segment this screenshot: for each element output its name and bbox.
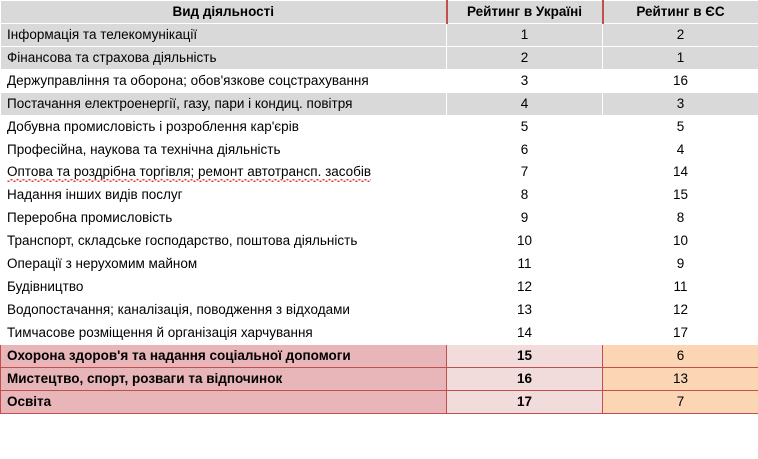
- cell-activity: Постачання електроенергії, газу, пари і кондиц. повітря: [1, 92, 447, 115]
- cell-rank-eu: 2: [603, 23, 758, 46]
- cell-rank-eu: 3: [603, 92, 758, 115]
- table-row: [1, 298, 758, 321]
- cell-rank-ua: 2: [447, 46, 603, 69]
- table-row: [1, 92, 758, 115]
- cell-rank-eu: 10: [603, 230, 758, 253]
- cell-rank-ua: 11: [447, 253, 603, 276]
- cell-rank-ua: 1: [447, 23, 603, 46]
- cell-rank-ua: 6: [447, 138, 603, 161]
- cell-activity: Добувна промисловість і розроблення кар'єрів: [1, 115, 447, 138]
- cell-rank-eu: 9: [603, 253, 758, 276]
- cell-rank-eu: 5: [603, 115, 758, 138]
- table-row: [1, 138, 758, 161]
- cell-rank-eu: 12: [603, 298, 758, 321]
- table-row-highlighted: [1, 344, 758, 367]
- cell-rank-eu: 11: [603, 276, 758, 299]
- cell-rank-ua: 14: [447, 321, 603, 344]
- table-body: [1, 23, 758, 413]
- cell-rank-ua: 13: [447, 298, 603, 321]
- cell-rank-eu: 4: [603, 138, 758, 161]
- cell-activity: Освіта: [1, 390, 447, 413]
- cell-rank-eu: 14: [603, 161, 758, 184]
- cell-activity: Переробна промисловість: [1, 207, 447, 230]
- cell-rank-ua: 15: [447, 344, 603, 367]
- column-header-rank-eu: Рейтинг в ЄС: [603, 1, 758, 24]
- table-row: [1, 276, 758, 299]
- table-row: [1, 184, 758, 207]
- cell-rank-ua: 10: [447, 230, 603, 253]
- cell-rank-ua: 9: [447, 207, 603, 230]
- table-row: [1, 161, 758, 184]
- table-header-row: [1, 1, 758, 24]
- cell-activity: [1, 161, 447, 184]
- cell-rank-eu: 7: [603, 390, 758, 413]
- cell-rank-ua: 17: [447, 390, 603, 413]
- cell-activity: Надання інших видів послуг: [1, 184, 447, 207]
- cell-rank-eu: 8: [603, 207, 758, 230]
- cell-activity: Професійна, наукова та технічна діяльність: [1, 138, 447, 161]
- cell-rank-eu: 17: [603, 321, 758, 344]
- table-row: [1, 69, 758, 92]
- table-row: [1, 23, 758, 46]
- cell-activity: Будівництво: [1, 276, 447, 299]
- cell-activity-text: Оптова та роздрібна торгівля; ремонт автотрансп. засобів: [7, 164, 372, 180]
- column-header-activity: Вид діяльності: [1, 1, 447, 24]
- cell-rank-eu: 6: [603, 344, 758, 367]
- cell-rank-ua: 5: [447, 115, 603, 138]
- cell-activity: Тимчасове розміщення й організація харчування: [1, 321, 447, 344]
- table-row: [1, 230, 758, 253]
- cell-rank-ua: 4: [447, 92, 603, 115]
- cell-rank-ua: 16: [447, 367, 603, 390]
- cell-rank-eu: 15: [603, 184, 758, 207]
- cell-activity: Держуправління та оборона; обов'язкове соцстрахування: [1, 69, 447, 92]
- table-row: [1, 46, 758, 69]
- cell-activity: Мистецтво, спорт, розваги та відпочинок: [1, 367, 447, 390]
- table-row: [1, 253, 758, 276]
- cell-activity: Водопостачання; каналізація, поводження з відходами: [1, 298, 447, 321]
- column-header-rank-ua: Рейтинг в Україні: [447, 1, 603, 24]
- table-row-highlighted: [1, 367, 758, 390]
- table-row: [1, 115, 758, 138]
- cell-activity: Операції з нерухомим майном: [1, 253, 447, 276]
- cell-rank-ua: 7: [447, 161, 603, 184]
- table-row: [1, 207, 758, 230]
- cell-rank-eu: 13: [603, 367, 758, 390]
- cell-rank-ua: 3: [447, 69, 603, 92]
- cell-activity: Транспорт, складське господарство, поштова діяльність: [1, 230, 447, 253]
- cell-rank-ua: 12: [447, 276, 603, 299]
- table-header: [1, 1, 758, 24]
- cell-activity: Охорона здоров'я та надання соціальної допомоги: [1, 344, 447, 367]
- cell-rank-eu: 16: [603, 69, 758, 92]
- cell-activity: Інформація та телекомунікації: [1, 23, 447, 46]
- table-row: [1, 321, 758, 344]
- cell-activity: Фінансова та страхова діяльність: [1, 46, 447, 69]
- table-row-highlighted: [1, 390, 758, 413]
- cell-rank-eu: 1: [603, 46, 758, 69]
- cell-rank-ua: 8: [447, 184, 603, 207]
